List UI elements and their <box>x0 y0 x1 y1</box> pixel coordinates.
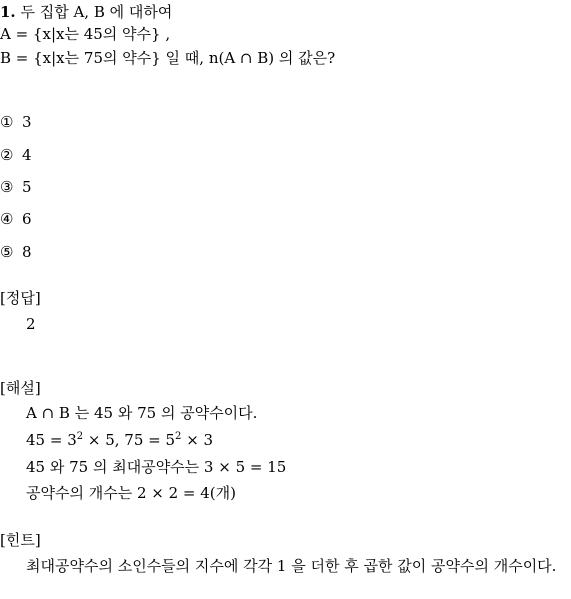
explanation-line-1: A ∩ B 는 45 와 75 의 공약수이다. <box>26 404 258 422</box>
hint-text: 최대공약수의 소인수들의 지수에 각각 1 을 더한 후 곱한 값이 공약수의 개수이다. <box>26 557 557 575</box>
choice-3[interactable] <box>0 177 32 197</box>
exponent-1: 2 <box>76 431 84 442</box>
hint-label: [힌트] <box>0 531 41 549</box>
prime-factorization-45: 45 = 3 <box>26 431 77 449</box>
choice-4-value: 6 <box>22 210 32 228</box>
question-intro: 두 집합 A, B 에 대하여 <box>20 3 173 21</box>
choice-3-value: 5 <box>22 178 32 196</box>
choice-5[interactable] <box>0 242 32 262</box>
choice-2[interactable] <box>0 145 32 165</box>
choice-5-mark: ⑤ <box>0 243 14 261</box>
choice-4[interactable] <box>0 209 32 229</box>
choice-4-mark: ④ <box>0 210 14 228</box>
question-header <box>0 2 172 22</box>
answer-label: [정답] <box>0 289 41 307</box>
answer-value: 2 <box>26 315 36 333</box>
question-number: 1. <box>0 3 16 21</box>
explanation-line-4: 공약수의 개수는 2 × 2 = 4(개) <box>26 484 237 502</box>
choice-1-mark: ① <box>0 113 14 131</box>
set-a-definition: A = {x|x는 45의 약수} , <box>0 25 171 43</box>
choice-1-value: 3 <box>22 113 32 131</box>
set-b-definition: B = {x|x는 75의 약수} 일 때, n(A ∩ B) 의 값은? <box>0 49 336 67</box>
choice-5-value: 8 <box>22 243 32 261</box>
factorization-tail: × 3 <box>181 431 214 449</box>
choice-2-mark: ② <box>0 146 14 164</box>
explanation-line-3: 45 와 75 의 최대공약수는 3 × 5 = 15 <box>26 458 287 476</box>
exponent-2: 2 <box>175 431 182 442</box>
choice-3-mark: ③ <box>0 178 14 196</box>
choice-1[interactable] <box>0 112 32 132</box>
prime-factorization-75: × 5, 75 = 5 <box>83 431 176 449</box>
choice-2-value: 4 <box>22 146 32 164</box>
explanation-label: [해설] <box>0 379 41 397</box>
explanation-line-2 <box>26 430 213 450</box>
